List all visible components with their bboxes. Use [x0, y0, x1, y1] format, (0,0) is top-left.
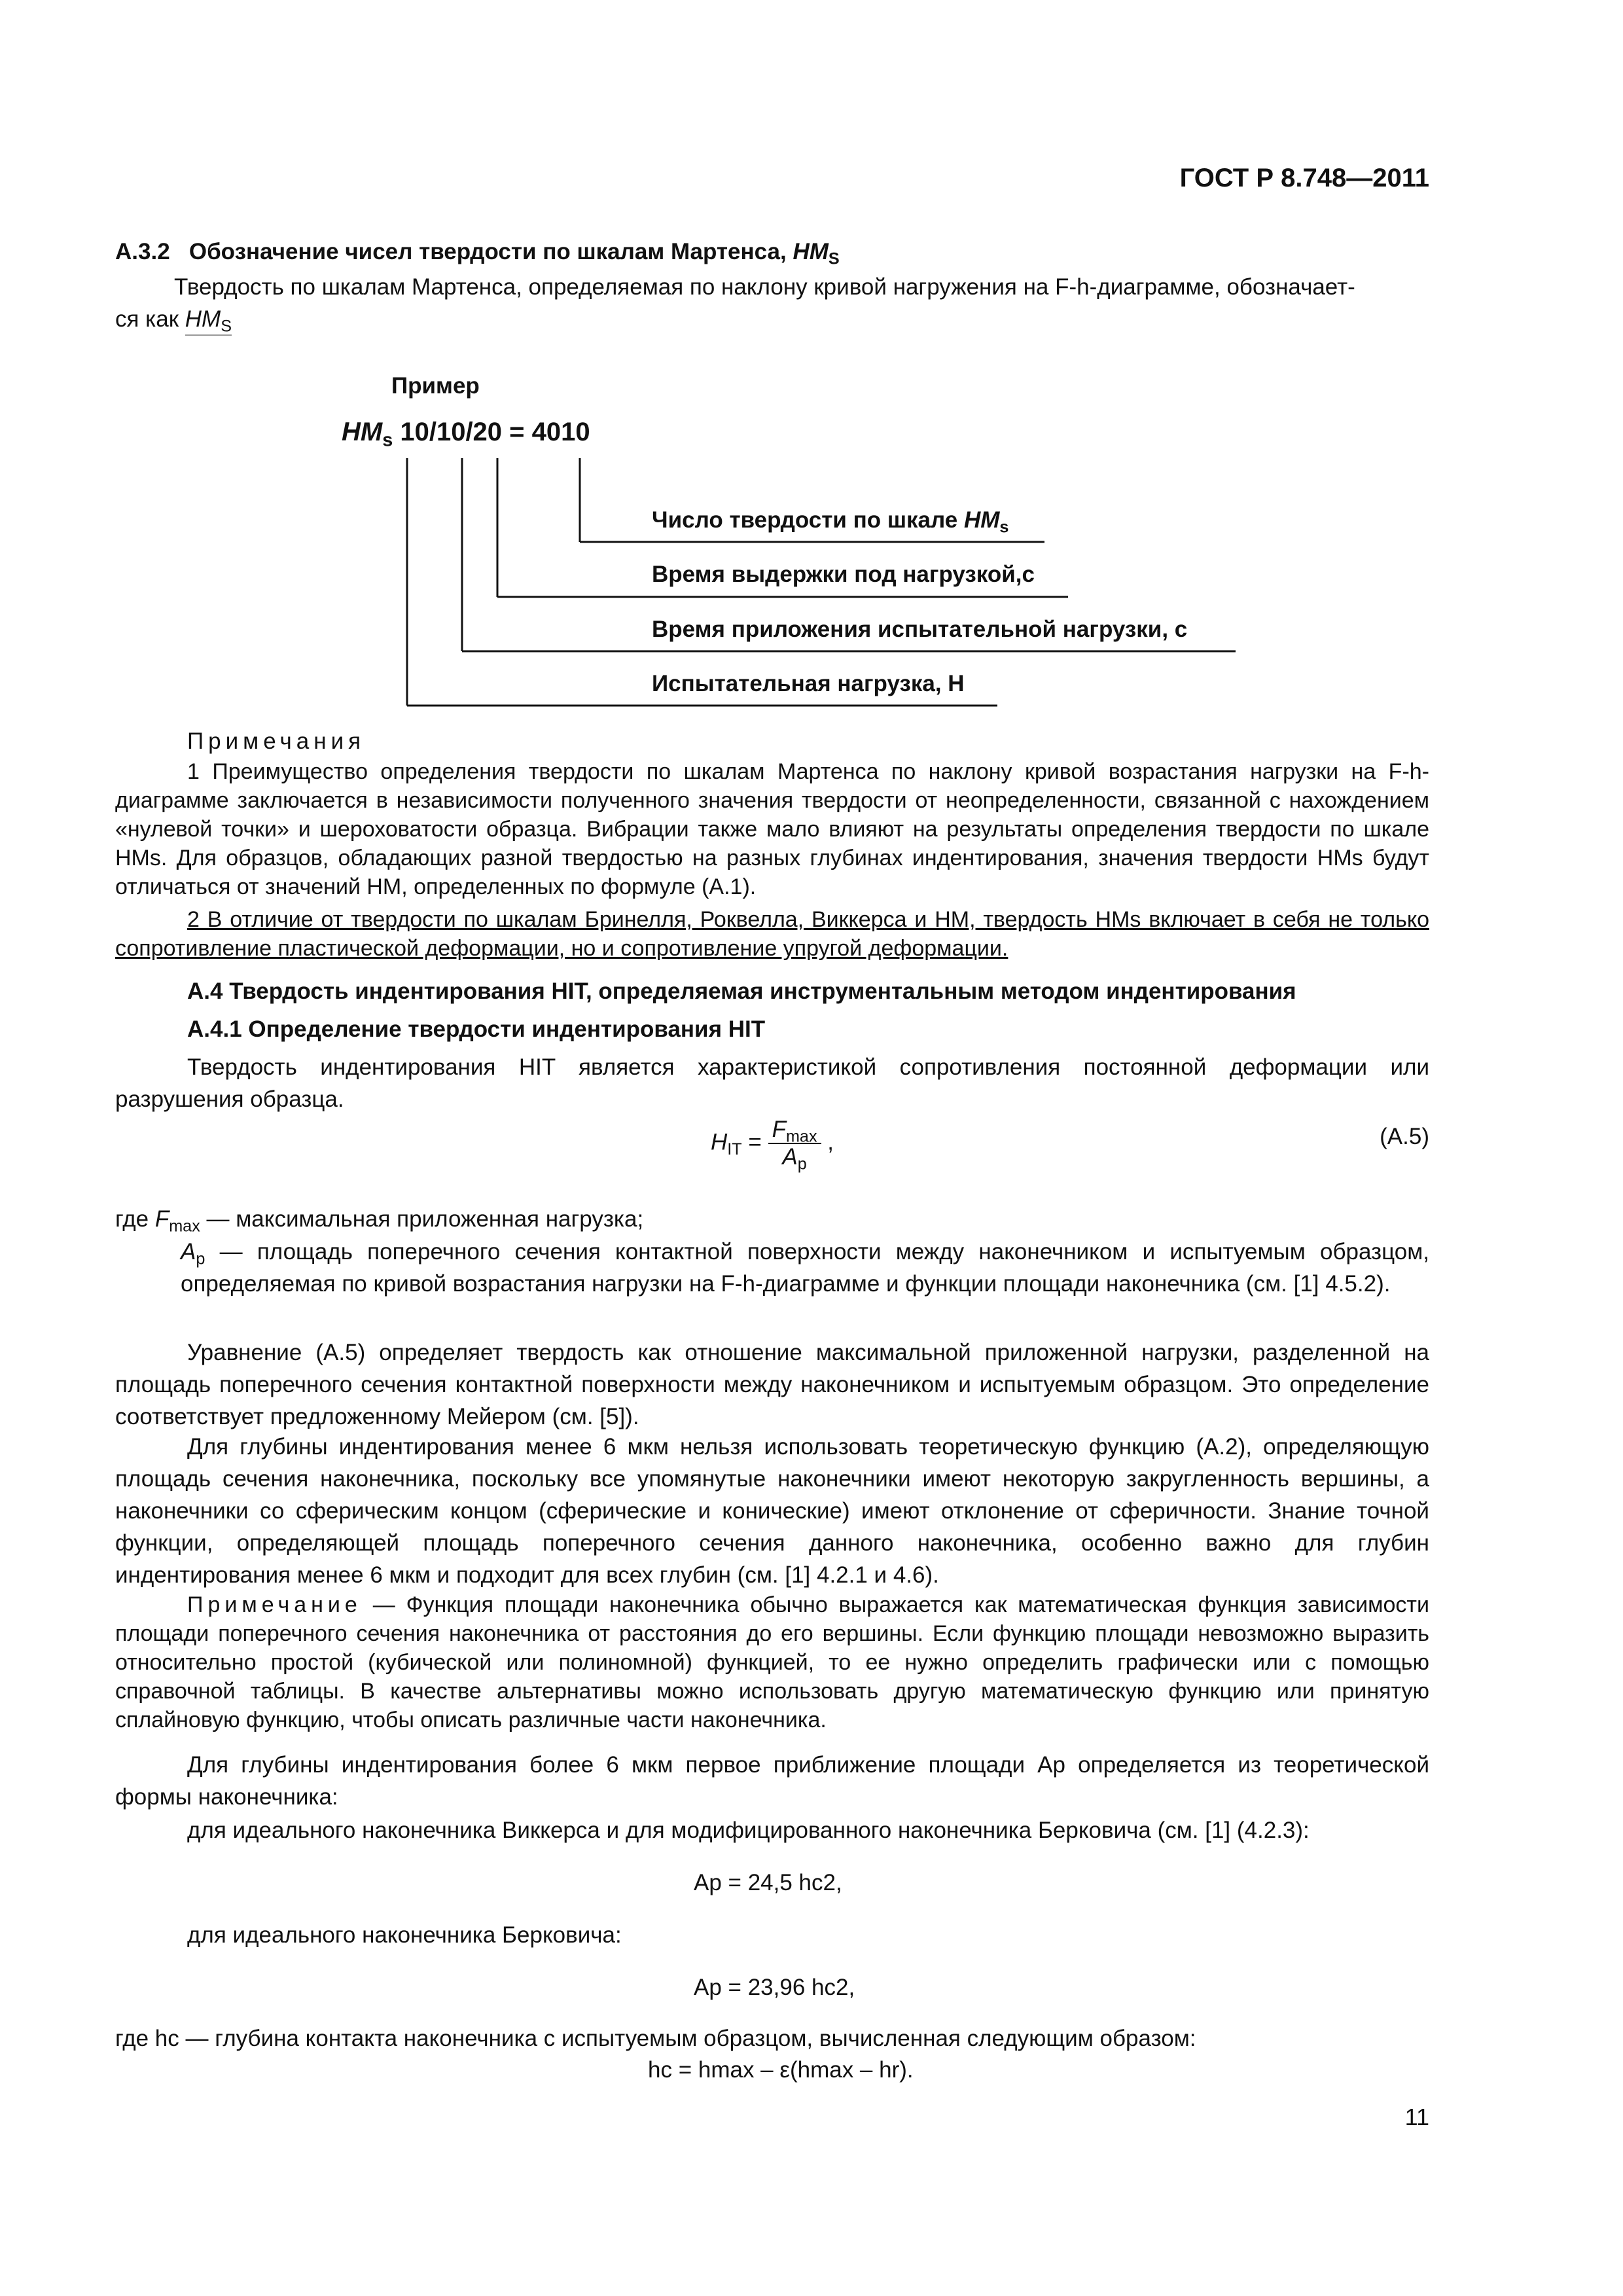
paragraph-vickers: для идеального наконечника Виккерса и для модифицированного наконечника Берковича (см. [1] (4.2.3): — [187, 1818, 1310, 1843]
formula-a5: $H_{IT}$ = $\frac{F_{max}}{A_p}$ , — [711, 1117, 834, 1174]
formula-numerator — [768, 1117, 821, 1144]
section-number: А.3.2 — [115, 239, 170, 264]
note-area-function — [115, 1590, 1429, 1734]
formula-denominator — [768, 1144, 821, 1174]
fmax-symbol: F — [154, 1206, 169, 1232]
item1-text: Число твердости по шкале — [652, 507, 964, 533]
formula-berkovich: Ap = 23,96 hc2, — [694, 1975, 855, 2000]
formula-tail: , — [821, 1129, 834, 1155]
note-text: — Функция площади наконечника обычно выражается как математическая функция зависимости площади поперечного сечения наконечника от расстояния до его вершины. Если функцию площади невозможно выразить относительно простой (кубической или полиномной) функцией, то ее нужно определить графически или с помощью справочной таблицы. В качестве альтернативы можно использовать другую математическую функцию или принятую сплайновую функцию, чтобы описать различные части наконечника. — [115, 1592, 1429, 1732]
code-symbol: HM — [342, 418, 383, 446]
numerator-symbol: F — [772, 1117, 786, 1142]
code-subscript: s — [382, 429, 393, 451]
a32-text: ся как — [115, 306, 185, 332]
where-ap — [181, 1236, 1429, 1300]
note-1: 1 Преимущество определения твердости по шкалам Мартенса по наклону кривой возрастания нагрузки на F-h-диаграмме заключается в независимости полученного значения твердости от неопределенности, связанной с нахождением «нулевой точки» и шероховатости образца. Вибрации также мало влияют на результаты определения твердости по шкале HMs. Для образцов, обладающих разной твердостью на разных глубинах индентирования, значения твердости HMs будут отличаться от значений НМ, определенных по формуле (А.1). — [115, 759, 1429, 899]
formula-lhs-sub: IT — [727, 1139, 742, 1158]
formula-a5-number: (А.5) — [1380, 1124, 1429, 1149]
item1-symbol: HM — [963, 507, 1000, 533]
section-a41-heading: А.4.1 Определение твердости индентирования HIT — [187, 1016, 766, 1042]
page-number: 11 — [1404, 2104, 1429, 2130]
paragraph-equation-meaning: Уравнение (А.5) определяет твердость как отношение максимальной приложенной нагрузки, разделенной на площадь поперечного сечения контактной поверхности между наконечником и испытуемым образцом. Это определение соответствует предложенному Мейером (см. [5]). — [115, 1340, 1429, 1429]
item1-subscript: s — [999, 518, 1009, 537]
ap-desc: — площадь поперечного сечения контактной поверхности между наконечником и испытуемым образцом, определяемая по кривой возрастания нагрузки на F-h-диаграмме и функции площади наконечника (см. [1] 4.5.2). — [181, 1239, 1429, 1297]
formula-vickers: Ap = 24,5 hc2, — [694, 1870, 842, 1895]
where-hc: где hc — глубина контакта наконечника с испытуемым образцом, вычисленная следующим образом: — [115, 2026, 1196, 2051]
example-label: Пример — [391, 373, 480, 399]
code-values: 10/10/20 = 4010 — [393, 418, 590, 446]
where-prefix: где — [115, 1206, 155, 1232]
formula-hc: hc = hmax – ε(hmax – hr). — [648, 2057, 914, 2083]
note-label: Примечание — [187, 1592, 362, 1617]
notes-heading: Примечания — [187, 728, 366, 754]
denominator-symbol: A — [782, 1144, 798, 1170]
diagram-item-dwell-time: Время выдержки под нагрузкой,с — [652, 562, 1035, 587]
where-fmax — [115, 1203, 643, 1235]
numerator-sub: max — [785, 1127, 817, 1146]
ap-sub: p — [196, 1249, 205, 1268]
denominator-sub: p — [797, 1155, 807, 1174]
note-2: 2 В отличие от твердости по шкалам Бринелля, Роквелла, Виккерса и НМ, твердость HMs включает в себя не только сопротивление пластической деформации, но и сопротивление упругой деформации. — [115, 907, 1429, 961]
formula-fraction — [768, 1117, 821, 1174]
section-a4-heading: А.4 Твердость индентирования HIT, определяемая инструментальным методом индентирования — [187, 978, 1296, 1004]
hm-italic: HM — [185, 306, 221, 332]
fmax-sub: max — [169, 1217, 200, 1236]
fmax-desc: — максимальная приложенная нагрузка; — [200, 1206, 644, 1232]
diagram-item-application-time: Время приложения испытательной нагрузки, с — [652, 617, 1188, 642]
paragraph-berkovich: для идеального наконечника Берковича: — [187, 1922, 622, 1948]
ap-symbol: A — [181, 1239, 196, 1265]
paragraph-deep-indentation: Для глубины индентирования более 6 мкм первое приближение площади Ap определяется из теоретической формы наконечника: — [115, 1752, 1429, 1810]
diagram-item-load: Испытательная нагрузка, Н — [652, 671, 965, 696]
hm-sub: S — [221, 317, 232, 336]
section-title: Обозначение чисел твердости по шкалам Мартенса, — [188, 239, 793, 264]
a32-paragraph-line1: Твердость по шкалам Мартенса, определяемая по наклону кривой нагружения на F-h-диаграмме, обозначает- — [174, 274, 1355, 300]
paragraph-shallow-depth: Для глубины индентирования менее 6 мкм нельзя использовать теоретическую функцию (А.2), определяющую площадь сечения наконечника, поскольку все упомянутые наконечники имеют некоторую закругленность вершины, а наконечники со сферическим концом (сферические и конические) имеют отклонение от сферичности. Знание точной функции, определяющей площадь поперечного сечения данного наконечника, особенно важно для глубин индентирования менее 6 мкм и подходит для всех глубин (см. [1] 4.2.1 и 4.6). — [115, 1434, 1429, 1588]
symbol-subscript: S — [828, 249, 840, 268]
standard-designation: ГОСТ Р 8.748—2011 — [1179, 164, 1429, 192]
a41-paragraph: Твердость индентирования HIT является характеристикой сопротивления постоянной деформации или разрушения образца. — [115, 1054, 1429, 1112]
diagram-item-hardness-number — [652, 504, 1008, 536]
formula-lhs: H — [711, 1129, 728, 1155]
symbol-hm: HM — [793, 239, 829, 264]
